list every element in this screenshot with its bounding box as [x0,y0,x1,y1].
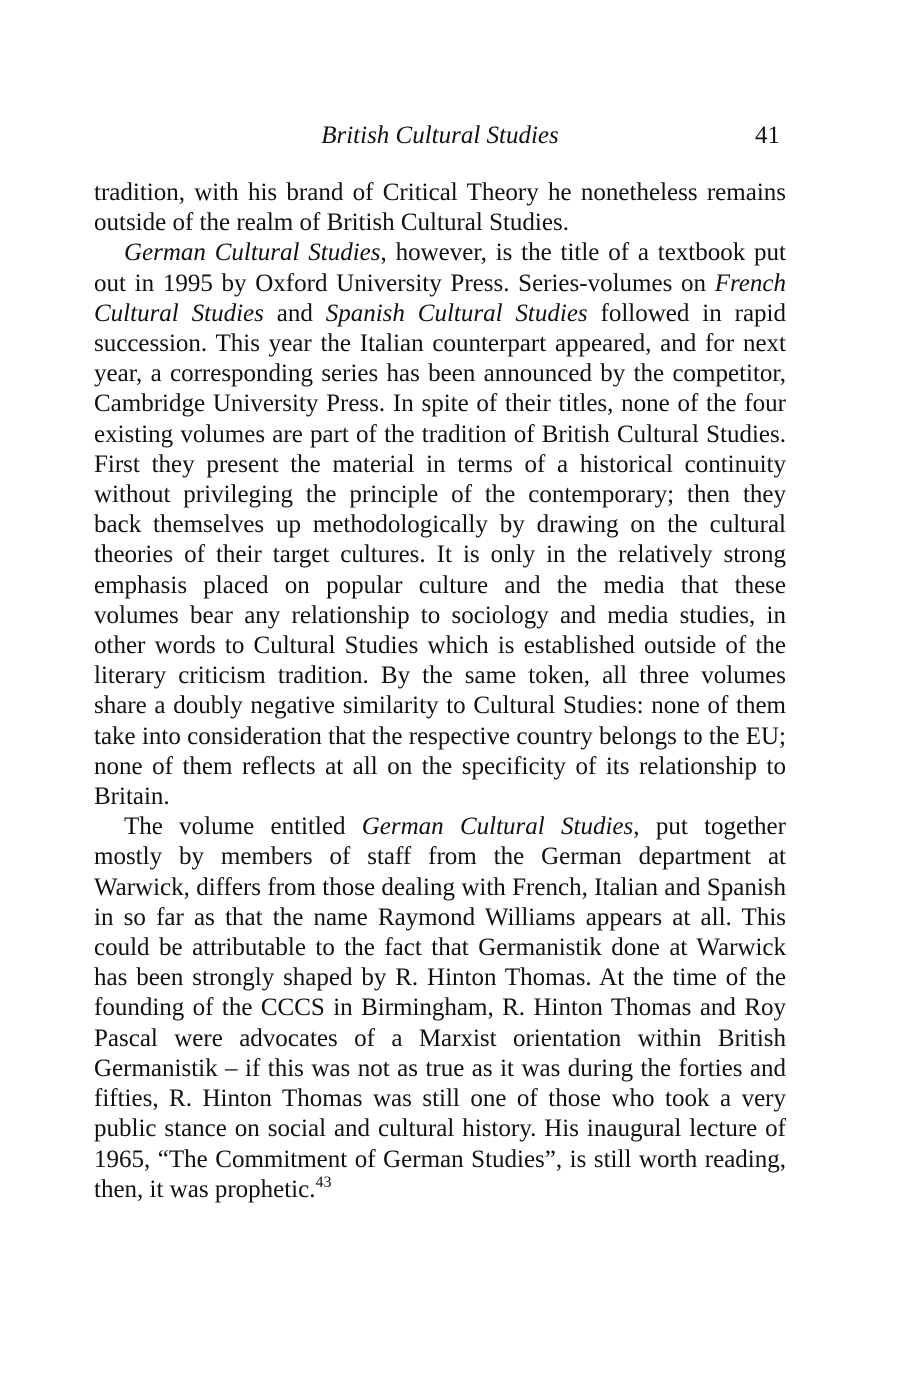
footnote-reference: 43 [315,1173,332,1191]
paragraph-2 [94,238,786,812]
paragraph-3-text-1: The volume entitled [124,813,362,841]
paragraph-3-text-2: , put together mostly by members of staff from the German department at Warwick, differs from those dealing with French, Italian and Spanish in so far as that the name Raymond Williams appears at all. This could be attributable to the fact that Germanistik done at Warwick has been strongly shaped by R. Hinton Thomas. At the time of the founding of the CCCS in Birmingham, R. Hinton Thomas and Roy Pascal were advocates of a Marxist orientation within British Germanistik – if this was not as true as it was during the forties and fifties, R. Hinton Thomas was still one of those who took a very public stance on social and cultural history. His inaugural lecture of 1965, “The Commitment of German Studies”, is still worth reading, then, it was prophetic. [94,813,786,1203]
paragraph-1 [94,178,786,238]
running-header [94,118,786,154]
book-title-german-cultural-studies-2: German Cultural Studies [361,813,634,841]
paragraph-1-text: tradition, with his brand of Critical Theory he nonetheless remains outside of the realm of British Cultural Studies. [94,179,786,237]
book-title-spanish-cultural-studies: Spanish Cultural Studies [325,299,588,327]
running-title: British Cultural Studies [321,122,559,149]
paragraph-2-text-2: and [263,299,326,327]
page-number: 41 [755,122,780,149]
paragraph-2-text-3: followed in rapid succession. This year the Italian counterpart appeared, and for next year, a corresponding series has been announced by the competitor, Cambridge University Press. In spite of their titles, none of the four existing volumes are part of the tradition of British Cultural Studies. First they present the material in terms of a historical continuity without privileging the principle of the contemporary; then they back themselves up methodologically by drawing on the cultural theories of their target cultures. It is only in the relatively strong emphasis placed on popular culture and the media that these volumes bear any relationship to sociology and media studies, in other words to Cultural Studies which is established outside of the literary criticism tradition. By the same token, all three volumes share a doubly negative similarity to Cultural Studies: none of them take into consideration that the respective country belongs to the EU; none of them reflects at all on the specificity of its relationship to Britain. [94,299,786,811]
book-title-french-cultural-studies: French Cultural Studies [94,269,786,327]
paragraph-2-text-1: , however, is the title of a textbook put out in 1995 by Oxford University Press. Series-volumes on [94,239,786,297]
paragraph-3 [94,812,786,1205]
book-title-german-cultural-studies: German Cultural Studies [124,239,381,267]
body-text [94,178,786,1205]
